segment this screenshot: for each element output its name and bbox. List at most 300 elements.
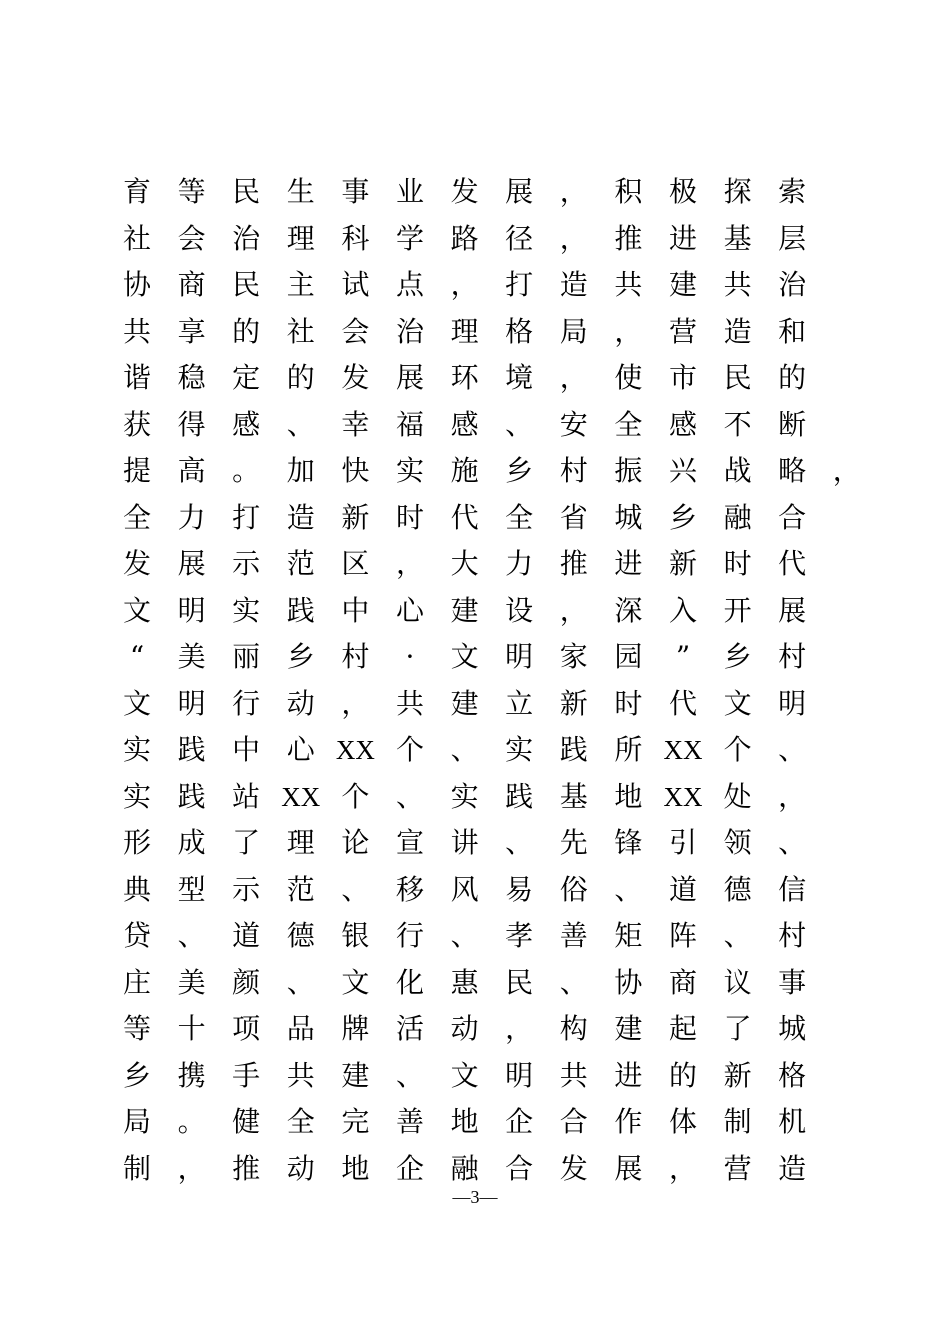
text-glyph: 明: [505, 1058, 534, 1092]
text-glyph: 治: [232, 221, 261, 255]
text-glyph: 。: [177, 1105, 206, 1138]
text-glyph: 引: [668, 826, 698, 859]
text-glyph: ，: [559, 221, 588, 255]
text-line: [0, 262, 950, 308]
text-glyph: 兴: [668, 454, 698, 487]
text-glyph: 新: [559, 686, 588, 720]
text-line: [0, 402, 950, 448]
text-glyph: 极: [668, 175, 698, 208]
text-glyph: 共: [395, 686, 425, 720]
text-glyph: 加: [286, 454, 315, 487]
text-glyph: 移: [395, 872, 425, 906]
text-glyph: 展: [177, 547, 206, 580]
text-glyph: 议: [723, 965, 752, 999]
text-glyph: ，: [505, 1012, 534, 1045]
text-glyph: 完: [341, 1105, 370, 1138]
text-glyph: 合: [778, 500, 807, 534]
text-glyph: 乡: [505, 454, 534, 487]
text-glyph: 社: [286, 314, 315, 348]
text-glyph: ，: [668, 1151, 698, 1185]
text-line: [0, 960, 950, 1006]
text-glyph: 打: [505, 268, 534, 301]
text-glyph: 行: [395, 919, 425, 952]
text-glyph: 造: [723, 314, 752, 348]
text-glyph: 立: [505, 686, 534, 720]
text-glyph: 合: [559, 1105, 588, 1138]
text-glyph: 造: [559, 268, 588, 301]
text-glyph: 城: [614, 500, 643, 534]
text-glyph: 基: [723, 221, 752, 255]
text-glyph: 德: [723, 872, 752, 906]
text-glyph: 实: [122, 779, 152, 813]
text-glyph: 文: [450, 1058, 479, 1092]
text-glyph: 和: [778, 314, 807, 348]
text-glyph: 个: [723, 733, 752, 766]
text-glyph: 建: [341, 1058, 370, 1092]
text-glyph: 共: [286, 1058, 315, 1092]
text-glyph: 手: [232, 1058, 261, 1092]
text-glyph: 、: [341, 872, 370, 906]
text-glyph: 。: [232, 454, 261, 487]
text-glyph: 德: [286, 919, 315, 952]
text-glyph: 、: [395, 779, 425, 813]
text-glyph: 家: [559, 640, 588, 673]
text-glyph: 、: [395, 1058, 425, 1092]
text-glyph: 商: [177, 268, 206, 301]
text-line: [0, 1053, 950, 1099]
text-glyph: 矩: [614, 919, 643, 952]
text-glyph: 明: [177, 593, 206, 627]
text-glyph: 共: [723, 268, 752, 301]
text-glyph: 营: [668, 314, 698, 348]
text-glyph: 风: [450, 872, 479, 906]
text-glyph: 造: [286, 500, 315, 534]
text-glyph: 享: [177, 314, 206, 348]
text-glyph: 进: [614, 1058, 643, 1092]
text-glyph: 范: [286, 547, 315, 580]
text-glyph: 共: [559, 1058, 588, 1092]
text-glyph: 动: [450, 1012, 479, 1045]
text-glyph: 丽: [232, 640, 261, 673]
text-glyph: 型: [177, 872, 206, 906]
text-glyph: 的: [232, 314, 261, 348]
text-line: [0, 309, 950, 355]
text-glyph: XX: [281, 781, 321, 812]
text-glyph: 新: [723, 1058, 752, 1092]
text-glyph: 民: [232, 268, 261, 301]
text-glyph: 庄: [122, 965, 152, 999]
text-glyph: 建: [450, 686, 479, 720]
text-glyph: ，: [559, 175, 588, 208]
text-glyph: 发: [450, 175, 479, 208]
text-glyph: 育: [122, 175, 152, 208]
text-glyph: 时: [723, 547, 752, 580]
text-glyph: 展: [778, 593, 807, 627]
text-glyph: 、: [778, 733, 807, 766]
text-glyph: 共: [122, 314, 152, 348]
text-line: [0, 727, 950, 773]
text-glyph: 展: [614, 1151, 643, 1185]
text-glyph: 协: [122, 268, 152, 301]
text-glyph: 讲: [450, 826, 479, 859]
text-glyph: 道: [668, 872, 698, 906]
text-glyph: 积: [614, 175, 643, 208]
text-glyph: 美: [177, 965, 206, 999]
page-number: —3—: [452, 1187, 498, 1207]
text-glyph: 理: [286, 826, 315, 859]
text-glyph: 制: [723, 1105, 752, 1138]
text-glyph: 乡: [122, 1058, 152, 1092]
text-glyph: 明: [505, 640, 534, 673]
text-glyph: 建: [450, 593, 479, 627]
text-glyph: 、: [177, 919, 206, 952]
text-glyph: 文: [122, 593, 152, 627]
text-glyph: 心: [286, 733, 315, 766]
text-glyph: 实: [505, 733, 534, 766]
text-glyph: 地: [341, 1151, 370, 1185]
text-glyph: ，: [559, 593, 588, 627]
text-glyph: 打: [232, 500, 261, 534]
text-glyph: 企: [505, 1105, 534, 1138]
text-glyph: 明: [177, 686, 206, 720]
text-glyph: ，: [614, 314, 643, 348]
text-glyph: 全: [122, 500, 152, 534]
text-glyph: 村: [559, 454, 588, 487]
text-glyph: 不: [723, 407, 752, 441]
text-glyph: 时: [395, 500, 425, 534]
text-glyph: 实: [122, 733, 152, 766]
text-glyph: 论: [341, 826, 370, 859]
text-glyph: 商: [668, 965, 698, 999]
text-glyph: 构: [559, 1012, 588, 1045]
text-glyph: 等: [122, 1012, 152, 1045]
text-glyph: 使: [614, 361, 643, 394]
text-glyph: 入: [668, 593, 698, 627]
text-glyph: “: [129, 640, 145, 673]
text-glyph: 路: [450, 221, 479, 255]
text-glyph: 定: [232, 361, 261, 394]
text-line: [0, 495, 950, 541]
text-glyph: 境: [505, 361, 534, 394]
text-line: [0, 355, 950, 401]
text-glyph: 践: [286, 593, 315, 627]
text-glyph: 村: [778, 919, 807, 952]
text-glyph: 战: [723, 454, 752, 487]
text-glyph: 示: [232, 547, 261, 580]
text-glyph: 安: [559, 407, 588, 441]
text-glyph: 了: [723, 1012, 752, 1045]
text-glyph: 明: [778, 686, 807, 720]
text-line: [0, 634, 950, 680]
text-glyph: 谐: [122, 361, 152, 394]
text-glyph: 点: [395, 268, 425, 301]
text-glyph: 的: [286, 361, 315, 394]
text-glyph: 略: [778, 454, 807, 487]
text-glyph: 省: [559, 500, 588, 534]
text-glyph: 感: [668, 407, 698, 441]
text-glyph: 建: [614, 1012, 643, 1045]
text-glyph: 先: [559, 826, 588, 859]
text-glyph: 、: [505, 826, 534, 859]
text-glyph: 企: [395, 1151, 425, 1185]
text-glyph: 索: [778, 175, 807, 208]
text-glyph: 共: [614, 268, 643, 301]
text-glyph: 力: [177, 500, 206, 534]
text-glyph: 园: [614, 640, 643, 673]
text-glyph: 贷: [122, 919, 152, 952]
text-glyph: 动: [286, 1151, 315, 1185]
text-glyph: 行: [232, 686, 261, 720]
text-glyph: 文: [122, 686, 152, 720]
text-glyph: 展: [395, 361, 425, 394]
text-glyph: 、: [723, 919, 752, 952]
text-glyph: XX: [335, 735, 375, 765]
text-glyph: 惠: [450, 965, 479, 999]
text-glyph: 宣: [395, 826, 425, 859]
text-glyph: 发: [122, 547, 152, 580]
text-line: [0, 774, 950, 820]
text-glyph: 治: [778, 268, 807, 301]
text-glyph: 全: [614, 407, 643, 441]
text-glyph: ，: [559, 361, 588, 394]
text-glyph: 善: [395, 1105, 425, 1138]
text-glyph: 局: [122, 1105, 152, 1138]
text-glyph: 中: [341, 593, 370, 627]
text-glyph: 文: [341, 965, 370, 999]
text-glyph: 体: [668, 1105, 698, 1138]
text-glyph: 实: [450, 779, 479, 813]
text-glyph: 中: [232, 733, 261, 766]
text-glyph: 践: [505, 779, 534, 813]
text-glyph: 十: [177, 1012, 206, 1045]
text-glyph: 时: [614, 686, 643, 720]
text-glyph: 会: [177, 221, 206, 255]
text-glyph: 信: [778, 872, 807, 906]
text-line: [0, 913, 950, 959]
text-glyph: 实: [232, 593, 261, 627]
text-glyph: 锋: [614, 826, 643, 859]
text-glyph: 城: [778, 1012, 807, 1045]
text-glyph: 携: [177, 1058, 206, 1092]
text-glyph: 村: [778, 640, 807, 673]
text-glyph: 、: [614, 872, 643, 906]
text-glyph: 处: [723, 779, 752, 813]
text-glyph: 实: [395, 454, 425, 487]
text-glyph: 福: [395, 407, 425, 441]
text-glyph: 营: [723, 1151, 752, 1185]
text-line: [0, 1006, 950, 1052]
text-glyph: 民: [505, 965, 534, 999]
text-glyph: 科: [341, 221, 370, 255]
text-glyph: 、: [778, 826, 807, 859]
text-glyph: 、: [286, 965, 315, 999]
text-glyph: 文: [723, 686, 752, 720]
text-glyph: 施: [450, 454, 479, 487]
text-glyph: 的: [778, 361, 807, 394]
text-glyph: 格: [778, 1058, 807, 1092]
text-glyph: 、: [450, 733, 479, 766]
text-glyph: 领: [723, 826, 752, 859]
text-glyph: 推: [232, 1151, 261, 1185]
text-glyph: 环: [450, 361, 479, 394]
text-line: [0, 448, 950, 494]
text-glyph: 健: [232, 1105, 261, 1138]
text-glyph: 事: [778, 965, 807, 999]
text-glyph: 个: [395, 733, 425, 766]
text-glyph: 示: [232, 872, 261, 906]
text-glyph: 地: [450, 1105, 479, 1138]
text-glyph: 理: [286, 221, 315, 255]
text-glyph: 区: [341, 547, 370, 580]
text-glyph: 得: [177, 407, 206, 441]
text-glyph: 获: [122, 407, 152, 441]
text-glyph: 美: [177, 640, 206, 673]
text-glyph: 、: [559, 965, 588, 999]
text-glyph: XX: [663, 735, 703, 765]
text-glyph: ，: [395, 547, 425, 580]
text-glyph: 基: [559, 779, 588, 813]
text-glyph: 融: [723, 500, 752, 534]
text-glyph: 心: [395, 593, 425, 627]
text-glyph: 俗: [559, 872, 588, 906]
text-glyph: 文: [450, 640, 479, 673]
text-glyph: 范: [286, 872, 315, 906]
text-glyph: 发: [559, 1151, 588, 1185]
text-glyph: 站: [232, 779, 261, 813]
text-glyph: 设: [505, 593, 534, 627]
text-glyph: 践: [177, 779, 206, 813]
text-glyph: 进: [668, 221, 698, 255]
text-glyph: 颜: [232, 965, 261, 999]
text-glyph: ，: [177, 1151, 206, 1185]
text-glyph: 阵: [668, 919, 698, 952]
text-glyph: 乡: [723, 640, 752, 673]
text-glyph: 践: [559, 733, 588, 766]
text-glyph: 作: [614, 1105, 643, 1138]
text-glyph: 深: [614, 593, 643, 627]
text-glyph: 易: [505, 872, 534, 906]
text-glyph: 形: [122, 826, 152, 859]
text-glyph: 市: [668, 361, 698, 394]
text-glyph: 业: [395, 175, 425, 208]
text-glyph: 所: [614, 733, 643, 766]
text-glyph: 起: [668, 1012, 698, 1045]
text-glyph: XX: [663, 781, 703, 812]
text-glyph: 合: [505, 1151, 534, 1185]
text-line: [0, 216, 950, 262]
text-glyph: 等: [177, 175, 206, 208]
text-glyph: 层: [778, 221, 807, 255]
text-glyph: 新: [668, 547, 698, 580]
text-glyph: 全: [286, 1105, 315, 1138]
text-glyph: ”: [675, 640, 691, 673]
text-glyph: 、: [450, 919, 479, 952]
text-glyph: 践: [177, 733, 206, 766]
text-glyph: 化: [395, 965, 425, 999]
text-glyph: 新: [341, 500, 370, 534]
text-glyph: 稳: [177, 361, 206, 394]
text-glyph: 生: [286, 175, 315, 208]
text-glyph: 振: [614, 454, 643, 487]
text-glyph: 学: [395, 221, 425, 255]
text-glyph: 代: [778, 547, 807, 580]
text-glyph: 活: [395, 1012, 425, 1045]
text-line: [0, 681, 950, 727]
text-glyph: 地: [614, 779, 643, 813]
text-glyph: 事: [341, 175, 370, 208]
text-glyph: 融: [450, 1151, 479, 1185]
text-glyph: 推: [614, 221, 643, 255]
text-glyph: 探: [723, 175, 752, 208]
text-glyph: 理: [450, 314, 479, 348]
text-glyph: 民: [723, 361, 752, 394]
text-line: [0, 588, 950, 634]
text-glyph: 品: [286, 1012, 315, 1045]
text-glyph: 个: [341, 779, 370, 813]
text-glyph: 推: [559, 547, 588, 580]
text-glyph: 制: [122, 1151, 152, 1185]
text-glyph: 提: [122, 454, 152, 487]
text-glyph: 进: [614, 547, 643, 580]
text-glyph: 开: [723, 593, 752, 627]
text-glyph: 会: [341, 314, 370, 348]
text-glyph: 村: [341, 640, 370, 673]
text-glyph: 、: [286, 407, 315, 441]
text-glyph: 快: [341, 454, 370, 487]
text-glyph: 善: [559, 919, 588, 952]
text-line: [0, 867, 950, 913]
text-glyph: 感: [232, 407, 261, 441]
text-glyph: 了: [232, 826, 261, 859]
text-glyph: 成: [177, 826, 206, 859]
text-glyph: 治: [395, 314, 425, 348]
text-line: [0, 169, 950, 215]
text-line: [0, 820, 950, 866]
text-glyph: 项: [232, 1012, 261, 1045]
text-glyph: 道: [232, 919, 261, 952]
text-glyph: 试: [341, 268, 370, 301]
text-glyph: 、: [505, 407, 534, 441]
text-glyph: 局: [559, 314, 588, 348]
text-glyph: 动: [286, 686, 315, 720]
text-glyph: 发: [341, 361, 370, 394]
text-glyph: ，: [778, 779, 807, 813]
text-line: [0, 541, 950, 587]
text-glyph: 乡: [668, 500, 698, 534]
text-glyph: 径: [505, 221, 534, 255]
text-glyph: 牌: [341, 1012, 370, 1045]
text-glyph: 格: [505, 314, 534, 348]
text-glyph: 社: [122, 221, 152, 255]
text-line: [0, 1099, 950, 1145]
text-glyph: 代: [450, 500, 479, 534]
text-glyph: 银: [341, 919, 370, 952]
text-glyph: ·: [405, 640, 415, 673]
text-glyph: 力: [505, 547, 534, 580]
text-glyph: 乡: [286, 640, 315, 673]
text-glyph: 造: [778, 1151, 807, 1185]
text-glyph: 感: [450, 407, 479, 441]
text-glyph: 主: [286, 268, 315, 301]
text-glyph: 断: [778, 407, 807, 441]
text-glyph: 幸: [341, 407, 370, 441]
text-glyph: 机: [778, 1105, 807, 1138]
text-glyph: 全: [505, 500, 534, 534]
text-glyph: 展: [505, 175, 534, 208]
text-glyph: 典: [122, 872, 152, 906]
text-glyph: 孝: [505, 919, 534, 952]
text-glyph: 高: [177, 454, 206, 487]
